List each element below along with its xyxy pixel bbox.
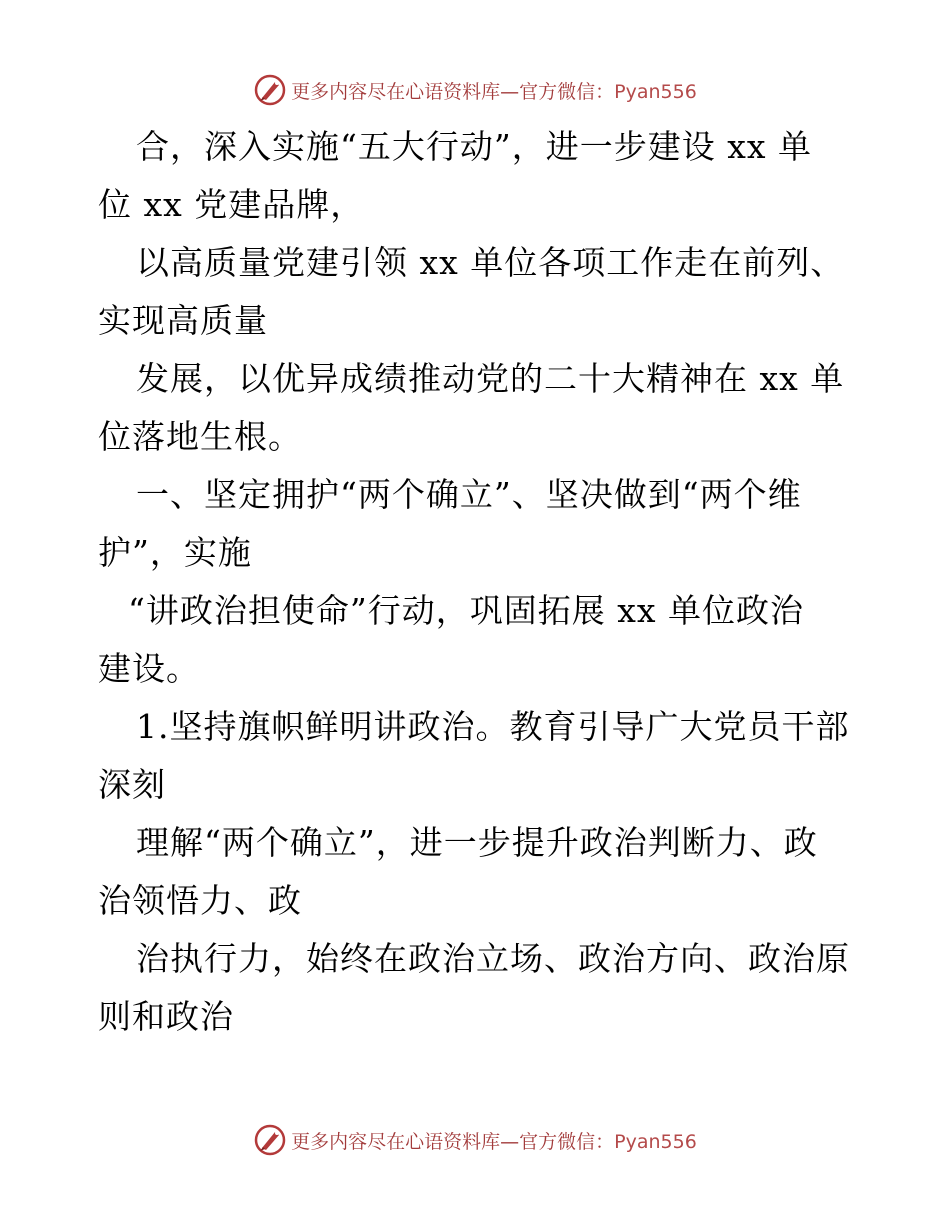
numbered-item-line: 1.坚持旗帜鲜明讲政治。教育引导广大党员干部 [136, 707, 850, 746]
quill-pen-logo-icon [253, 1123, 287, 1157]
body-line: 位 xx 党建品牌， [98, 185, 365, 224]
footer-banner-handle: Pyan556 [614, 1130, 697, 1153]
quill-pen-logo-icon [253, 73, 287, 107]
footer-banner-text [291, 1127, 697, 1154]
body-line: 深刻 [98, 765, 166, 804]
document-body [98, 118, 854, 1046]
body-line: 建设。 [98, 649, 200, 688]
body-line: 治执行力，始终在政治立场、政治方向、政治原 [136, 939, 850, 978]
header-banner [0, 70, 950, 110]
body-line: 理解“两个确立”，进一步提升政治判断力、政 [136, 823, 818, 862]
body-line: “讲政治担使命”行动，巩固拓展 xx 单位政治 [128, 591, 804, 630]
body-line: 治领悟力、政 [98, 881, 302, 920]
body-line: 发展，以优异成绩推动党的二十大精神在 xx 单 [136, 359, 845, 398]
section-heading-line: 一、坚定拥护“两个确立”、坚决做到“两个维 [136, 475, 802, 514]
header-banner-handle: Pyan556 [614, 80, 697, 103]
section-heading-line: 护”，实施 [98, 533, 252, 572]
body-line: 以高质量党建引领 xx 单位各项工作走在前列、 [136, 243, 845, 282]
header-banner-label: 更多内容尽在心语资料库—官方微信： [291, 80, 615, 103]
body-line: 位落地生根。 [98, 417, 302, 456]
footer-banner-label: 更多内容尽在心语资料库—官方微信： [291, 1130, 615, 1153]
body-line: 则和政治 [98, 997, 234, 1036]
body-line: 实现高质量 [98, 301, 268, 340]
header-banner-text [291, 77, 697, 104]
body-line: 合，深入实施“五大行动”，进一步建设 xx 单 [136, 127, 812, 166]
footer-banner [0, 1120, 950, 1160]
